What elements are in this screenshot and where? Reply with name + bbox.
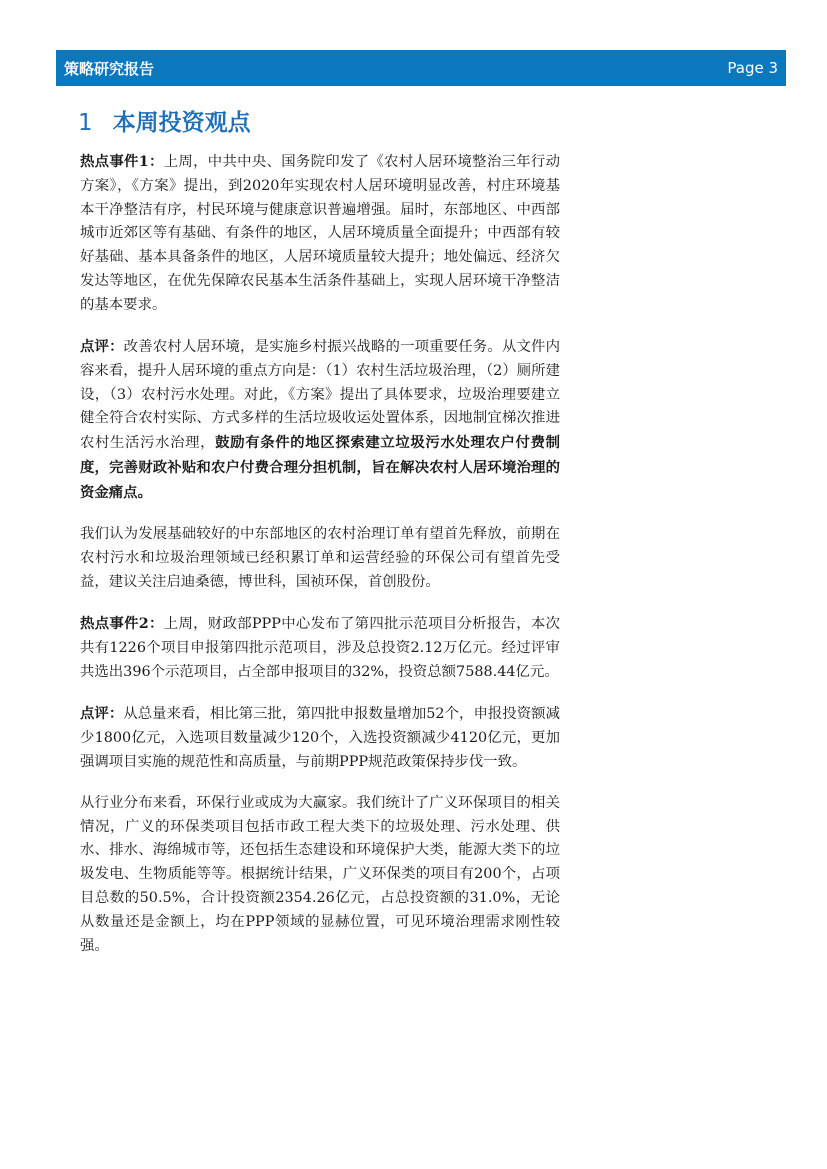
paragraph-text: 从总量来看，相比第三批，第四批申报数量增加52个，申报投资额减少1800亿元，入选项目数量减少120个，入选投资额减少4120亿元，更加强调项目实施的规范性和高质量，与前期PPP规范政策保持步伐一致。 (80, 705, 560, 770)
paragraph-label: 点评： (80, 704, 124, 722)
paragraph-text: 我们认为发展基础较好的中东部地区的农村治理订单有望首先释放，前期在农村污水和垃圾治理领域已经积累订单和运营经验的环保公司有望首先受益，建议关注启迪桑德，博世科，国祯环保，首创股份。 (80, 526, 560, 590)
section-number: 1 (78, 110, 93, 136)
report-category: 策略研究报告 (64, 59, 155, 78)
paragraph-label: 热点事件2： (80, 615, 164, 633)
paragraph-comment-2 (80, 702, 560, 774)
paragraph-hot-event-1 (80, 150, 560, 318)
report-body (80, 150, 560, 976)
section-title-text: 本周投资观点 (112, 110, 251, 136)
paragraph-comment-1 (80, 335, 560, 506)
page-number: Page 3 (727, 59, 778, 77)
paragraph-bold-text: 鼓励有条件的地区探索建立垃圾污水处理农户付费制度，完善财政补贴和农户付费合理分担机制，旨在解决农村人居环境治理的资金痛点。 (80, 434, 560, 501)
paragraph-hot-event-2 (80, 612, 560, 684)
paragraph-recommendation (80, 523, 560, 594)
paragraph-text: 改善农村人居环境，是实施乡村振兴战略的一项重要任务。从文件内容来看，提升人居环境的重点方向是：（1）农村生活垃圾治理，（2）厕所建设，（3）农村污水处理。对此，《方案》提出了具体要求，垃圾治理要建立健全符合农村实际、方式多样的生活垃圾收运处置体系，因地制宜梯次推进农村生活污水治理， (80, 339, 560, 452)
paragraph-label: 热点事件1： (80, 153, 164, 170)
paragraph-text: 上周，财政部PPP中心发布了第四批示范项目分析报告，本次共有1226个项目申报第四批示范项目，涉及总投资2.12万亿元。经过评审共选出396个示范项目，占全部申报项目的32%，投资总额7588.44亿元。 (80, 616, 560, 680)
paragraph-text: 上周，中共中央、国务院印发了《农村人居环境整治三年行动方案》，《方案》提出，到2020年实现农村人居环境明显改善，村庄环境基本干净整洁有序，村民环境与健康意识普遍增强。届时，东部地区、中西部城市近郊区等有基础、有条件的地区，人居环境质量全面提升；中西部有较好基础、基本具备条件的地区，人居环境质量较大提升；地处偏远、经济欠发达等地区，在优先保障农民基本生活条件基础上，实现人居环境干净整洁的基本要求。 (80, 154, 560, 313)
paragraph-text: 从行业分布来看，环保行业或成为大赢家。我们统计了广义环保项目的相关情况，广义的环保类项目包括市政工程大类下的垃圾处理、污水处理、供水、排水、海绵城市等，还包括生态建设和环境保护大类，能源大类下的垃圾发电、生物质能等等。根据统计结果，广义环保类的项目有200个，占项目总数的50.5%，合计投资额2354.26亿元，占总投资额的31.0%，无论从数量还是金额上，均在PPP领域的显赫位置，可见环境治理需求刚性较强。 (80, 794, 560, 954)
paragraph-industry-distribution (80, 792, 560, 959)
report-header-bar (56, 50, 786, 86)
paragraph-label: 点评： (80, 338, 124, 356)
section-title (78, 104, 251, 137)
